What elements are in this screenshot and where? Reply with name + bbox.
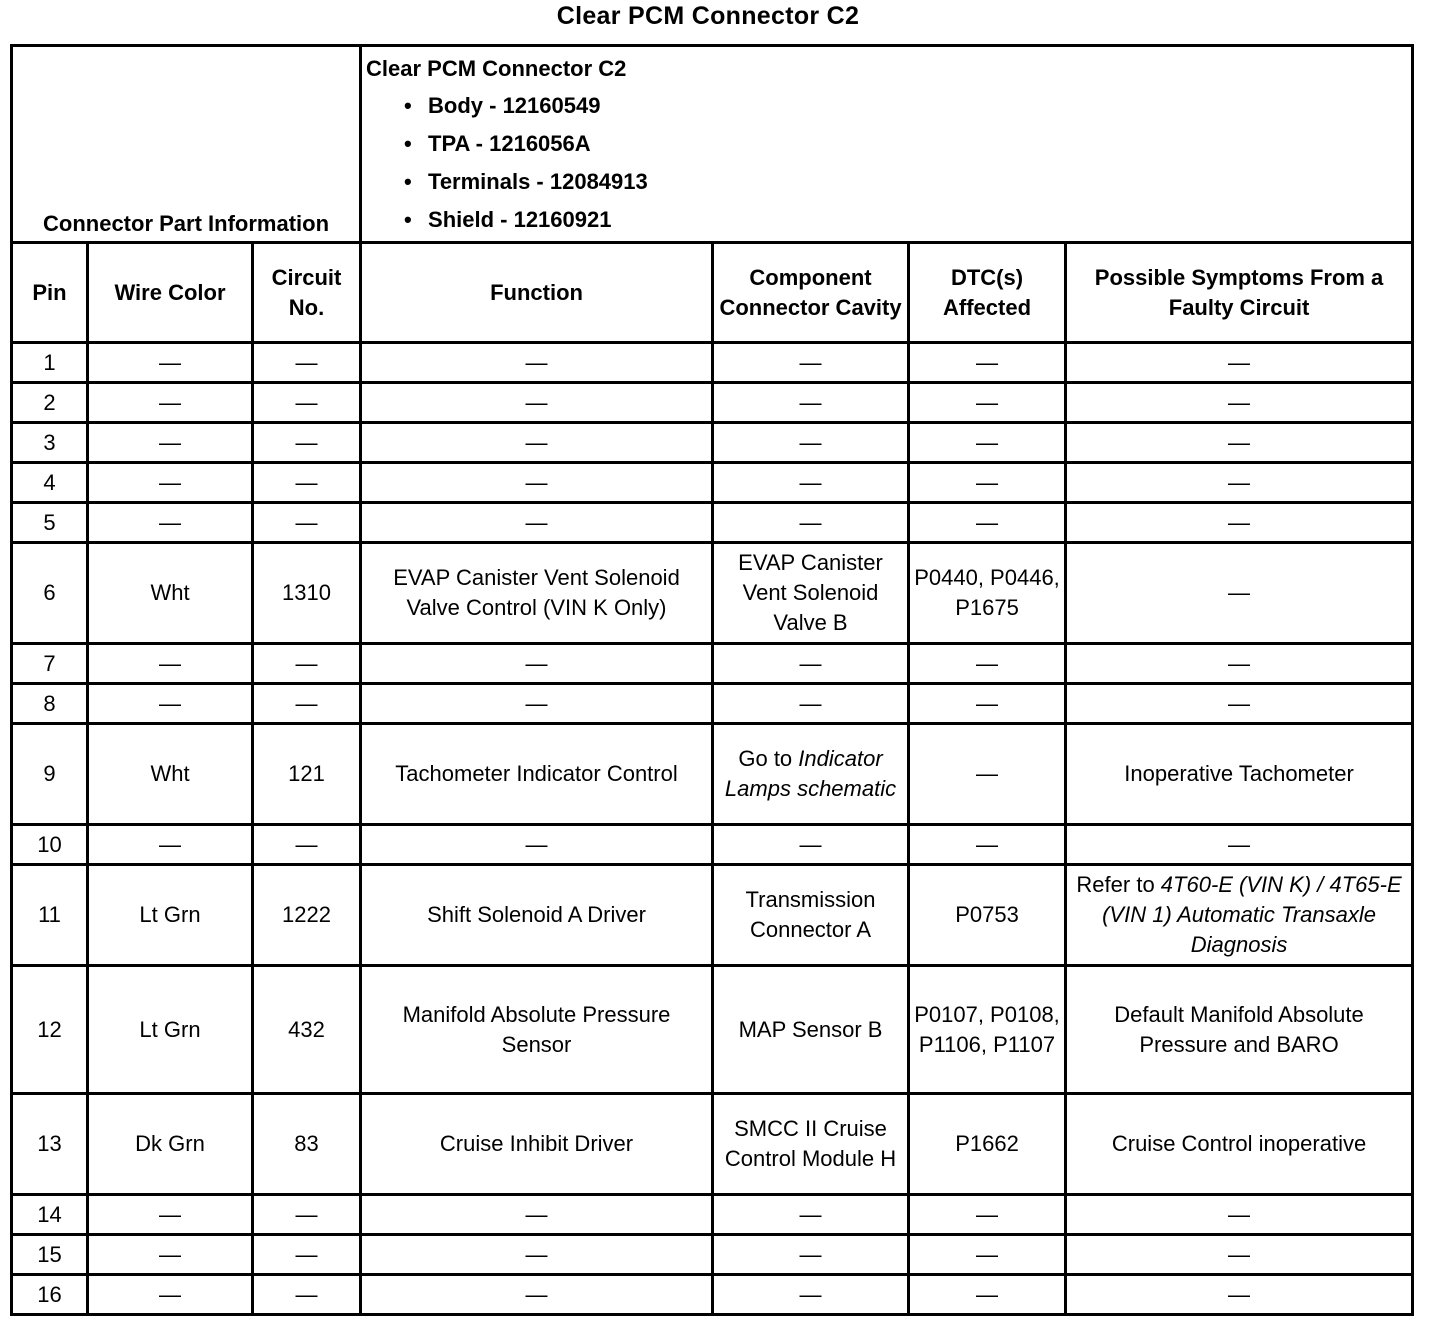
column-header-row <box>12 243 1413 343</box>
wire-color-cell: Dk Grn <box>88 1094 253 1195</box>
part-info-row <box>12 46 1413 243</box>
table-row <box>12 423 1413 463</box>
page-title: Clear PCM Connector C2 <box>556 2 860 30</box>
symptoms-cell: — <box>1066 423 1413 463</box>
dtc-cell: — <box>909 343 1066 383</box>
pin-cell: 11 <box>12 865 88 966</box>
function-cell: — <box>361 503 713 543</box>
part-info-heading: Clear PCM Connector C2 <box>366 56 627 81</box>
dtc-cell: P0753 <box>909 865 1066 966</box>
function-cell: — <box>361 644 713 684</box>
dtc-cell: — <box>909 1275 1066 1315</box>
dtc-cell: — <box>909 1195 1066 1235</box>
symptoms-cell-reference: 4T60-E (VIN K) / 4T65-E (VIN 1) Automatic Transaxle Diagnosis <box>1102 872 1402 957</box>
function-cell: EVAP Canister Vent Solenoid Valve Control (VIN K Only) <box>361 543 713 644</box>
cavity-cell: — <box>713 825 909 865</box>
wire-color-cell: — <box>88 383 253 423</box>
circuit-cell: — <box>253 684 361 724</box>
table-row <box>12 644 1413 684</box>
function-cell: Shift Solenoid A Driver <box>361 865 713 966</box>
part-info-item: • TPA - 1216056A <box>404 125 1407 163</box>
circuit-cell: — <box>253 343 361 383</box>
wire-color-cell: — <box>88 463 253 503</box>
table-row <box>12 343 1413 383</box>
dtc-cell: P0440, P0446, P1675 <box>909 543 1066 644</box>
wire-color-cell: — <box>88 503 253 543</box>
function-cell: Cruise Inhibit Driver <box>361 1094 713 1195</box>
symptoms-cell-text: Refer to <box>1076 872 1161 897</box>
part-info-item: • Body - 12160549 <box>404 87 1407 125</box>
pin-cell: 15 <box>12 1235 88 1275</box>
function-cell: — <box>361 343 713 383</box>
circuit-cell: 121 <box>253 724 361 825</box>
part-info-list <box>366 87 1407 239</box>
col-header-circuit: Circuit No. <box>253 243 361 343</box>
symptoms-cell: — <box>1066 1235 1413 1275</box>
pin-cell: 12 <box>12 966 88 1094</box>
circuit-cell: 432 <box>253 966 361 1094</box>
cavity-cell: Transmission Connector A <box>713 865 909 966</box>
dtc-cell: — <box>909 724 1066 825</box>
symptoms-cell: — <box>1066 684 1413 724</box>
circuit-cell: — <box>253 644 361 684</box>
cavity-cell <box>713 724 909 825</box>
dtc-cell: P1662 <box>909 1094 1066 1195</box>
pin-cell: 14 <box>12 1195 88 1235</box>
col-header-function: Function <box>361 243 713 343</box>
symptoms-cell: — <box>1066 383 1413 423</box>
function-cell: Tachometer Indicator Control <box>361 724 713 825</box>
table-row <box>12 383 1413 423</box>
dtc-cell: — <box>909 503 1066 543</box>
part-info-item: • Shield - 12160921 <box>404 201 1407 239</box>
pin-cell: 10 <box>12 825 88 865</box>
table-row <box>12 463 1413 503</box>
pin-cell: 9 <box>12 724 88 825</box>
wire-color-cell: — <box>88 1275 253 1315</box>
table-row <box>12 825 1413 865</box>
table-row <box>12 543 1413 644</box>
cavity-cell: MAP Sensor B <box>713 966 909 1094</box>
circuit-cell: 1222 <box>253 865 361 966</box>
part-info-label: Connector Part Information <box>12 46 361 243</box>
symptoms-cell: — <box>1066 503 1413 543</box>
wire-color-cell: — <box>88 423 253 463</box>
symptoms-cell <box>1066 865 1413 966</box>
cavity-cell: — <box>713 383 909 423</box>
function-cell: — <box>361 825 713 865</box>
cavity-cell: — <box>713 463 909 503</box>
cavity-cell: — <box>713 1235 909 1275</box>
wire-color-cell: Wht <box>88 543 253 644</box>
table-row <box>12 1275 1413 1315</box>
cavity-cell-reference: Indicator Lamps schematic <box>724 746 897 801</box>
cavity-cell: — <box>713 684 909 724</box>
table-row <box>12 865 1413 966</box>
dtc-cell: — <box>909 463 1066 503</box>
cavity-cell: SMCC II Cruise Control Module H <box>713 1094 909 1195</box>
table-row <box>12 966 1413 1094</box>
table-row <box>12 1235 1413 1275</box>
symptoms-cell: — <box>1066 543 1413 644</box>
symptoms-cell: — <box>1066 1195 1413 1235</box>
cavity-cell: — <box>713 503 909 543</box>
circuit-cell: — <box>253 503 361 543</box>
symptoms-cell: — <box>1066 463 1413 503</box>
symptoms-cell: Cruise Control inoperative <box>1066 1094 1413 1195</box>
part-info-cell <box>361 46 1413 243</box>
pin-cell: 3 <box>12 423 88 463</box>
symptoms-cell: — <box>1066 343 1413 383</box>
pin-cell: 16 <box>12 1275 88 1315</box>
cavity-cell-text: Go to <box>738 746 799 771</box>
pin-cell: 5 <box>12 503 88 543</box>
table-row <box>12 684 1413 724</box>
cavity-cell: — <box>713 343 909 383</box>
dtc-cell: — <box>909 383 1066 423</box>
wire-color-cell: Wht <box>88 724 253 825</box>
wire-color-cell: — <box>88 825 253 865</box>
function-cell: — <box>361 383 713 423</box>
part-info-item: • Terminals - 12084913 <box>404 163 1407 201</box>
pin-cell: 7 <box>12 644 88 684</box>
circuit-cell: 83 <box>253 1094 361 1195</box>
col-header-wire-color: Wire Color <box>88 243 253 343</box>
wire-color-cell: — <box>88 1195 253 1235</box>
wire-color-cell: Lt Grn <box>88 865 253 966</box>
col-header-symptoms: Possible Symptoms From a Faulty Circuit <box>1066 243 1413 343</box>
table-row <box>12 503 1413 543</box>
dtc-cell: — <box>909 423 1066 463</box>
pin-cell: 8 <box>12 684 88 724</box>
col-header-dtc: DTC(s) Affected <box>909 243 1066 343</box>
col-header-cavity: Component Connector Cavity <box>713 243 909 343</box>
connector-table <box>10 44 1414 1316</box>
function-cell: — <box>361 684 713 724</box>
function-cell: — <box>361 463 713 503</box>
function-cell: — <box>361 423 713 463</box>
table-row <box>12 1094 1413 1195</box>
dtc-cell: — <box>909 1235 1066 1275</box>
symptoms-cell: — <box>1066 644 1413 684</box>
wire-color-cell: — <box>88 343 253 383</box>
wire-color-cell: — <box>88 644 253 684</box>
symptoms-cell: Inoperative Tachometer <box>1066 724 1413 825</box>
dtc-cell: — <box>909 825 1066 865</box>
wire-color-cell: Lt Grn <box>88 966 253 1094</box>
col-header-pin: Pin <box>12 243 88 343</box>
symptoms-cell: — <box>1066 1275 1413 1315</box>
circuit-cell: — <box>253 1195 361 1235</box>
circuit-cell: — <box>253 423 361 463</box>
dtc-cell: P0107, P0108, P1106, P1107 <box>909 966 1066 1094</box>
table-row <box>12 724 1413 825</box>
circuit-cell: — <box>253 1275 361 1315</box>
function-cell: — <box>361 1195 713 1235</box>
table-row <box>12 1195 1413 1235</box>
cavity-cell: — <box>713 423 909 463</box>
pin-cell: 4 <box>12 463 88 503</box>
circuit-cell: — <box>253 1235 361 1275</box>
cavity-cell: — <box>713 1275 909 1315</box>
pin-cell: 1 <box>12 343 88 383</box>
symptoms-cell: — <box>1066 825 1413 865</box>
function-cell: — <box>361 1235 713 1275</box>
symptoms-cell: Default Manifold Absolute Pressure and BARO <box>1066 966 1413 1094</box>
circuit-cell: — <box>253 825 361 865</box>
wire-color-cell: — <box>88 1235 253 1275</box>
cavity-cell: EVAP Canister Vent Solenoid Valve B <box>713 543 909 644</box>
wire-color-cell: — <box>88 684 253 724</box>
circuit-cell: — <box>253 383 361 423</box>
pin-cell: 2 <box>12 383 88 423</box>
function-cell: Manifold Absolute Pressure Sensor <box>361 966 713 1094</box>
dtc-cell: — <box>909 684 1066 724</box>
cavity-cell: — <box>713 1195 909 1235</box>
pin-cell: 6 <box>12 543 88 644</box>
circuit-cell: — <box>253 463 361 503</box>
function-cell: — <box>361 1275 713 1315</box>
dtc-cell: — <box>909 644 1066 684</box>
circuit-cell: 1310 <box>253 543 361 644</box>
pin-cell: 13 <box>12 1094 88 1195</box>
cavity-cell: — <box>713 644 909 684</box>
